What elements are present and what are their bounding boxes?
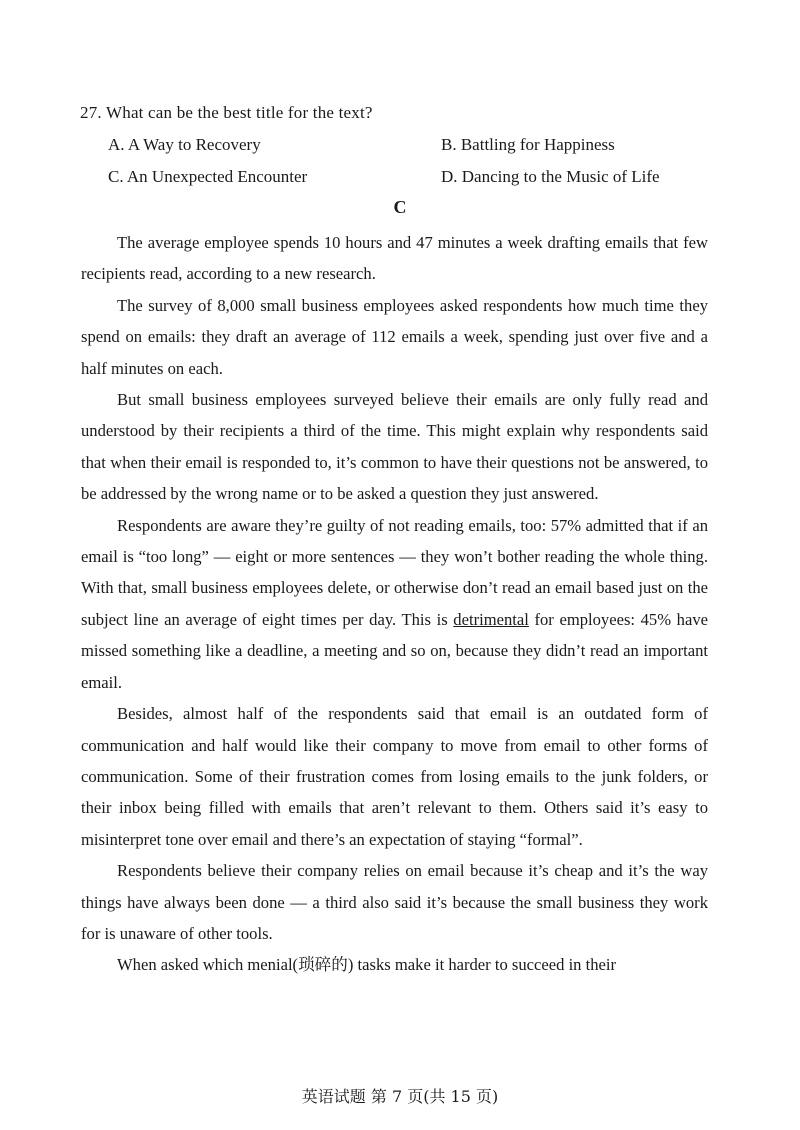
option-d: D. Dancing to the Music of Life — [441, 167, 660, 186]
reading-passage — [81, 227, 708, 981]
paragraph-4-text-after: for employees: 45% have missed something like a deadline, a meeting and so on, because they didn’t read an important email. — [81, 609, 708, 692]
passage-paragraph-2: The survey of 8,000 small business employees asked respondents how much time they spend on emails: they draft an average of 112 emails a week, spending just over five and a half minutes on each. — [81, 295, 708, 378]
passage-paragraph-7: When asked which menial(琐碎的) tasks make it harder to succeed in their — [117, 955, 617, 975]
passage-paragraph-5: Besides, almost half of the respondents said that email is an outdated form of communication and half would like their company to move from email to other forms of communication. Some of their frustration comes from losing emails to the junk folders, or their inbox being filled with emails that aren’t relevant to them. Others said it’s easy to misinterpret tone over email and there’s an expectation of staying “formal”. — [81, 704, 708, 849]
passage-paragraph-1: The average employee spends 10 hours and 47 minutes a week drafting emails that few recipients read, according to a new research. — [81, 233, 708, 284]
option-b: B. Battling for Happiness — [441, 135, 615, 154]
passage-paragraph-4 — [81, 510, 708, 698]
option-c: C. An Unexpected Encounter — [108, 167, 308, 186]
passage-paragraph-6: Respondents believe their company relies on email because it’s cheap and it’s the way things have always been done — a third also said it’s because the small business they work for is unaware of other tools. — [81, 861, 708, 943]
underlined-word-detrimental: detrimental — [453, 609, 529, 629]
paragraph-4-text-before: Respondents are aware they’re guilty of not reading emails, too: 57% admitted that if an email is “too long” — eight or more sentences — they won’t bother reading the whole thing. With that, small business employees delete, or otherwise don’t read an email based just on the subject line an average of eight times per day. This is — [81, 515, 708, 629]
section-heading: C — [393, 197, 407, 217]
question-27-stem: 27. What can be the best title for the text? — [80, 103, 373, 122]
option-a: A. A Way to Recovery — [108, 135, 261, 154]
page-footer: 英语试题 第 7 页(共 15 页) — [301, 1087, 499, 1106]
passage-paragraph-3: But small business employees surveyed believe their emails are only fully read and understood by their recipients a third of the time. This might explain why respondents said that when their email is responded to, it’s common to have their questions not be answered, to be addressed by the wrong name or to be asked a question they just answered. — [81, 390, 708, 504]
